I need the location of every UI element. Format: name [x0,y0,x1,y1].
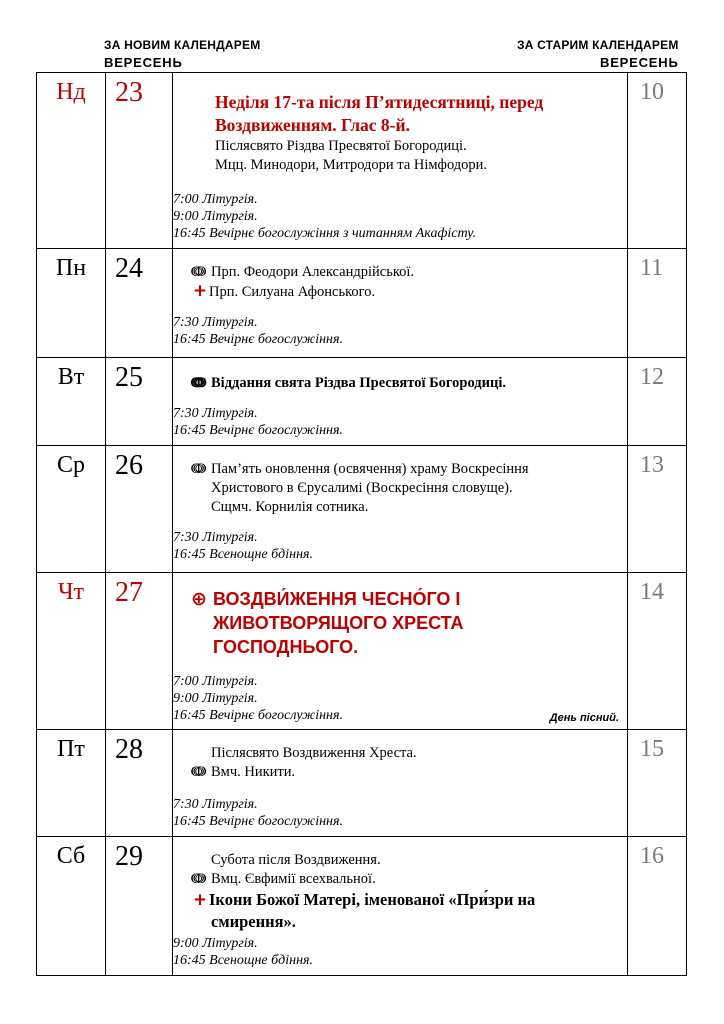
six-dot-icon: ↈ [191,871,207,887]
six-dot-icon: ↈ [191,461,207,477]
old-calendar-day: 14 [628,573,687,730]
old-calendar-day: 15 [628,730,687,837]
commemoration-text: смирення». [211,912,296,931]
day-number: 23 [106,73,173,249]
feast-title: ВОЗДВИ́ЖЕННЯ ЧЕСНО́ГО І [213,589,461,609]
service-time: 7:00 Літургія. [173,192,258,207]
service-schedule [173,314,623,351]
weekday-label: Сб [37,837,106,976]
old-calendar-day: 13 [628,446,687,573]
service-time: 7:30 Літургія. [173,315,258,330]
day-number: 28 [106,730,173,837]
service-time: 7:30 Літургія. [173,530,258,545]
service-schedule [173,935,623,972]
service-time: 9:00 Літургія. [173,691,258,706]
service-time: 9:00 Літургія. [173,936,258,951]
commemoration-text: Післясвято Різдва Пресвятої Богородиці. [215,138,467,154]
day-number: 25 [106,358,173,446]
weekday-label: Нд [37,73,106,249]
commemoration-text: Прп. Феодори Александрійської. [211,264,415,280]
commemoration-text: Прп. Силуана Афонського. [209,284,376,300]
feast-title: ГОСПОДНЬОГО. [213,637,359,657]
service-time: 16:45 Всенощне бдіння. [173,953,314,968]
day-number: 29 [106,837,173,976]
service-time: 7:30 Літургія. [173,406,258,421]
new-calendar-title: ЗА НОВИМ КАЛЕНДАРЕМ [104,38,261,52]
weekday-label: Вт [37,358,106,446]
six-dot-icon: ↈ [191,264,207,280]
day-content [173,249,628,358]
commemoration-text: Вмц. Євфимії всехвальної. [211,871,376,887]
day-content [173,446,628,573]
service-schedule [173,529,623,566]
fast-day-note: День пісний. [549,712,619,724]
feast-title: Неділя 17-та після П’ятидесятниці, перед [215,92,544,112]
day-content [173,358,628,446]
feast-title: ЖИВОТВОРЯЩОГО ХРЕСТА [213,613,464,633]
day-number: 26 [106,446,173,573]
calendar-row [37,73,687,249]
great-feast-icon: ⊕ [191,588,207,610]
calendar-row [37,358,687,446]
calendar-table [36,72,687,976]
commemoration-text: Сщмч. Корнилія сотника. [211,499,369,515]
commemoration-text: Ікони Божої Матері, іменованої «При́зри на [209,890,536,909]
calendar-row [37,446,687,573]
commemoration-text: Пам’ять оновлення (освячення) храму Воскресіння [211,461,529,477]
service-time: 16:45 Вечірнє богослужіння з читанням Акафісту. [173,226,477,241]
old-calendar-title: ЗА СТАРИМ КАЛЕНДАРЕМ [517,38,679,52]
old-calendar-day: 16 [628,837,687,976]
service-time: 7:00 Літургія. [173,674,258,689]
weekday-label: Пт [37,730,106,837]
commemoration-text: Субота після Воздвиження. [211,852,381,868]
commemoration-text: Вмч. Никити. [211,764,296,780]
commemoration-text: Христового в Єрусалимі (Воскресіння словуще). [211,480,513,496]
weekday-label: Чт [37,573,106,730]
calendar-row [37,837,687,976]
day-content [173,73,628,249]
weekday-label: Пн [37,249,106,358]
service-schedule [173,405,623,442]
service-schedule [173,191,623,245]
day-content [173,837,628,976]
service-schedule [173,673,623,727]
day-number: 27 [106,573,173,730]
service-time: 16:45 Вечірнє богослужіння. [173,708,343,723]
new-calendar-month: ВЕРЕСЕНЬ [104,55,183,70]
old-calendar-day: 10 [628,73,687,249]
old-calendar-day: 12 [628,358,687,446]
service-time: 16:45 Всенощне бдіння. [173,547,314,562]
commemoration-text: Мцц. Минодори, Митродори та Німфодори. [215,157,488,173]
cross-icon: + [192,890,208,910]
calendar-row [37,730,687,837]
six-dot-icon: ↈ [191,764,207,780]
calendar-row [37,249,687,358]
service-time: 7:30 Літургія. [173,797,258,812]
old-calendar-day: 11 [628,249,687,358]
day-number: 24 [106,249,173,358]
cross-icon: + [192,281,208,301]
calendar-row [37,573,687,730]
old-calendar-month: ВЕРЕСЕНЬ [600,55,679,70]
service-time: 9:00 Літургія. [173,209,258,224]
commemoration-text: Віддання свята Різдва Пресвятої Богородиці. [211,375,506,391]
feast-title: Воздвиженням. Глас 8-й. [215,115,410,135]
service-time: 16:45 Вечірнє богослужіння. [173,423,343,438]
service-time: 16:45 Вечірнє богослужіння. [173,332,343,347]
six-dot-icon: ↈ [191,375,207,391]
day-content [173,730,628,837]
day-content [173,573,628,730]
weekday-label: Ср [37,446,106,573]
service-schedule [173,796,623,833]
commemoration-text: Післясвято Воздвиження Хреста. [211,745,417,761]
service-time: 16:45 Вечірнє богослужіння. [173,814,343,829]
